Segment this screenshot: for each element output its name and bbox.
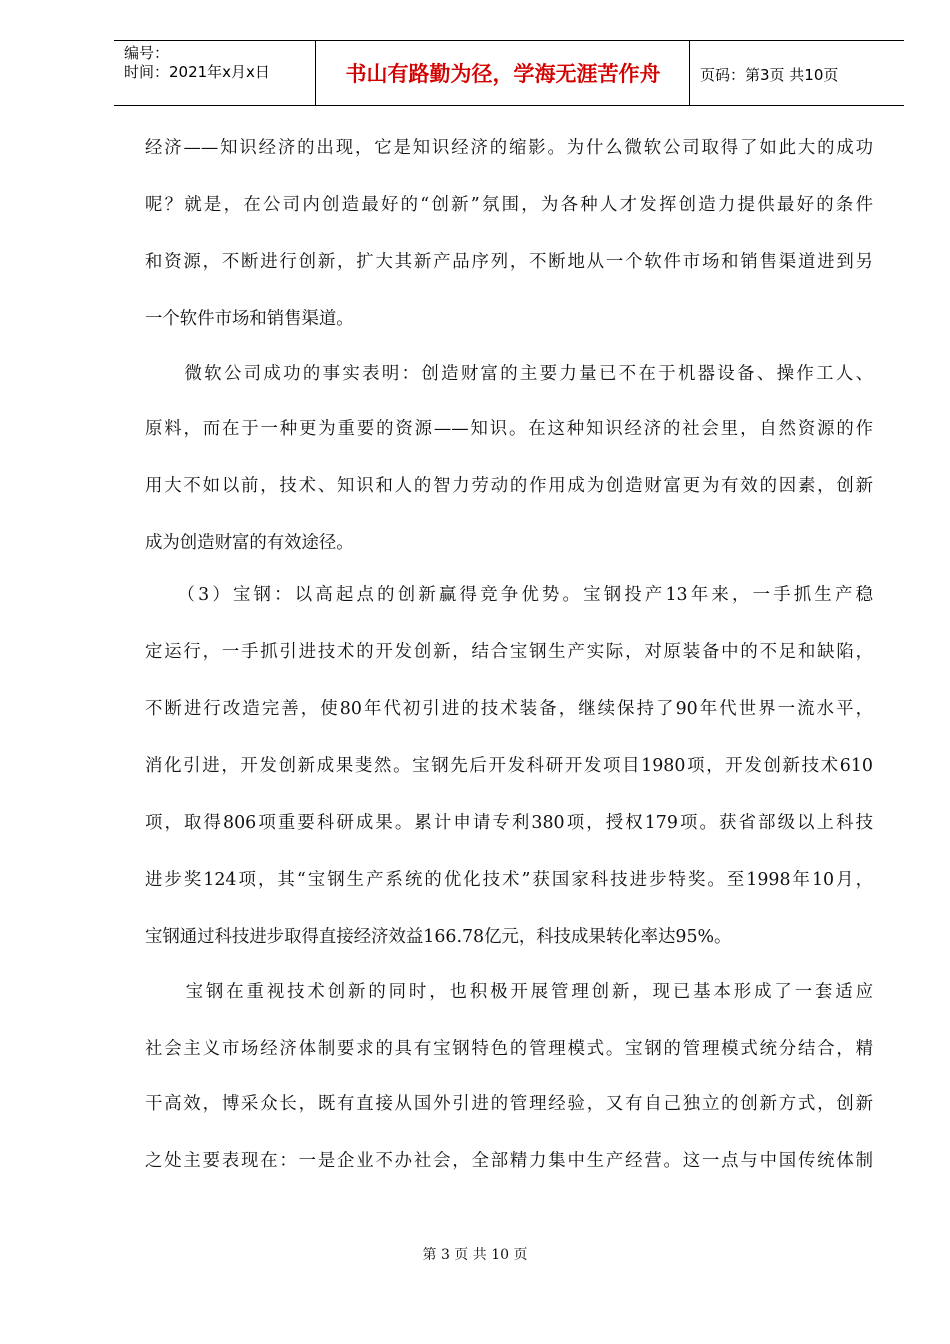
body-line: 进步奖124项，其“宝钢生产系统的优化技术”获国家科技进步特奖。至1998年10月， (145, 870, 873, 890)
body-line: 干高效，博采众长，既有直接从国外引进的管理经验，又有自己独立的创新方式，创新 (145, 1094, 873, 1114)
body-line: 用大不如以前，技术、知识和人的智力劳动的作用成为创造财富更为有效的因素，创新 (145, 476, 873, 496)
body-line: 消化引进，开发创新成果斐然。宝钢先后开发科研开发项目1980项，开发创新技术610 (145, 756, 873, 776)
body-line: 宝钢通过科技进步取得直接经济效益166.78亿元，科技成果转化率达95%。 (145, 927, 732, 947)
header-meta-cell (114, 41, 316, 105)
body-line: 宝钢在重视技术创新的同时，也积极开展管理创新，现已基本形成了一套适应 (145, 982, 873, 1002)
body-line: 不断进行改造完善，使80年代初引进的技术装备，继续保持了90年代世界一流水平， (145, 699, 873, 719)
header-page-number: 页码：第3页 共10页 (700, 66, 839, 84)
header-table (114, 40, 904, 106)
body-line: （3）宝钢：以高起点的创新赢得竞争优势。宝钢投产13年来，一手抓生产稳 (145, 585, 873, 605)
header-motto-cell (316, 41, 690, 105)
footer-page-number: 第 3 页 共 10 页 (422, 1247, 528, 1263)
serial-number-label: 编号： (124, 44, 170, 62)
body-line: 经济——知识经济的出现，它是知识经济的缩影。为什么微软公司取得了如此大的成功 (145, 138, 873, 158)
body-line: 项，取得806项重要科研成果。累计申请专利380项，授权179项。获省部级以上科技 (145, 813, 873, 833)
body-line: 一个软件市场和销售渠道。 (145, 309, 354, 329)
header-page-cell (690, 41, 904, 105)
motto-text: 书山有路勤为径，学海无涯苦作舟 (345, 62, 661, 86)
body-line: 成为创造财富的有效途径。 (145, 533, 354, 553)
body-line: 定运行，一手抓引进技术的开发创新，结合宝钢生产实际，对原装备中的不足和缺陷， (145, 642, 873, 662)
body-line: 社会主义市场经济体制要求的具有宝钢特色的管理模式。宝钢的管理模式统分结合，精 (145, 1039, 873, 1059)
date-label: 时间：2021年x月x日 (124, 63, 270, 81)
body-line: 和资源，不断进行创新，扩大其新产品序列，不断地从一个软件市场和销售渠道进到另 (145, 252, 873, 272)
body-line: 微软公司成功的事实表明：创造财富的主要力量已不在于机器设备、操作工人、 (145, 364, 873, 384)
body-line: 原料，而在于一种更为重要的资源——知识。在这种知识经济的社会里，自然资源的作 (145, 419, 873, 439)
body-line: 呢？就是，在公司内创造最好的“创新”氛围，为各种人才发挥创造力提供最好的条件 (145, 195, 873, 215)
body-line: 之处主要表现在：一是企业不办社会，全部精力集中生产经营。这一点与中国传统体制 (145, 1151, 873, 1171)
